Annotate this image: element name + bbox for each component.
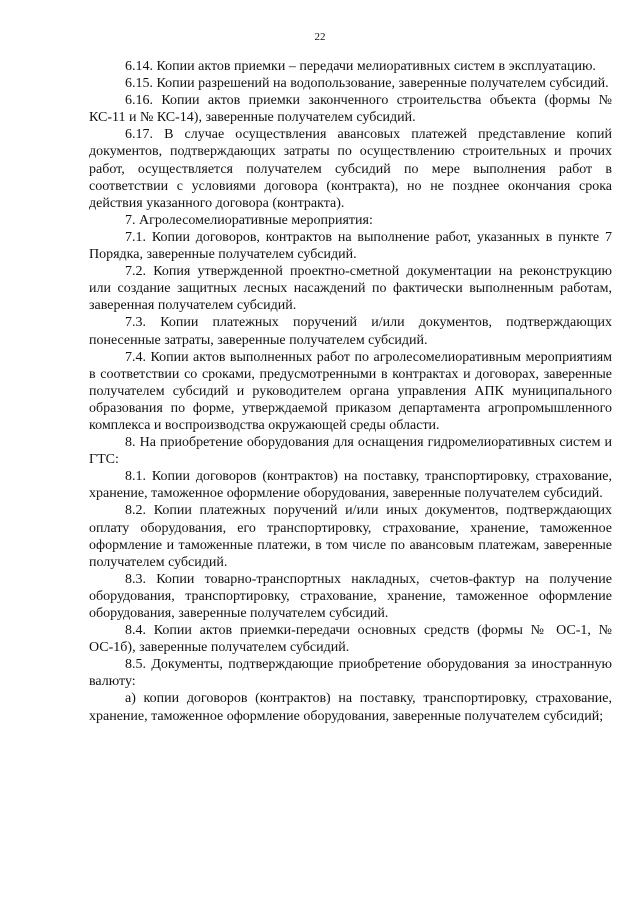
paragraph-7-4: 7.4. Копии актов выполненных работ по агролесомелиоративным мероприятиям в соответствии со сроками, предусмотренными в контрактах и договорах, заверенные получателем субсидий и руководителем органа управления АПК муниципального образования по форме, утверждаемой приказом департамента агропромышленного комплекса и воспроизводства окружающей среды области. (89, 349, 612, 433)
paragraph-8-3: 8.3. Копии товарно-транспортных накладных, счетов-фактур на получение оборудования, транспортировку, страхование, хранение, таможенное оформление оборудования, заверенные получателем субсидий. (89, 571, 612, 621)
paragraph-6-16: 6.16. Копии актов приемки законченного строительства объекта (формы № КС-11 и № КС-14), заверенные получателем субсидий. (89, 93, 612, 126)
paragraph-8-2: 8.2. Копии платежных поручений и/или иных документов, подтверждающих оплату оборудования, его транспортировку, страхование, хранение, таможенное оформление и таможенные платежи, в том числе по авансовым платежам, заверенные получателем субсидий. (89, 503, 612, 570)
paragraph-7-3: 7.3. Копии платежных поручений и/или документов, подтверждающих понесенные затраты, заверенные получателем субсидий. (89, 315, 612, 348)
paragraph-8-5: 8.5. Документы, подтверждающие приобретение оборудования за иностранную валюту: (89, 657, 612, 690)
paragraph-8-1: 8.1. Копии договоров (контрактов) на поставку, транспортировку, страхование, хранение, таможенное оформление оборудования, заверенные получателем субсидий. (89, 469, 612, 502)
paragraph-6-17: 6.17. В случае осуществления авансовых платежей представление копий документов, подтверждающих затраты по осуществлению строительных и прочих работ, осуществляется получателем субсидий по мере выполнения работ в соответствии с условиями договора (контракта), но не позднее окончания срока действия указанного договора (контракта). (89, 127, 612, 211)
paragraph-7: 7. Агролесомелиоративные мероприятия: (125, 212, 373, 228)
paragraph-8: 8. На приобретение оборудования для оснащения гидромелиоративных систем и ГТС: (89, 435, 612, 468)
paragraph-7-2: 7.2. Копия утвержденной проектно-сметной документации на реконструкцию или создание защитных лесных насаждений по фактически выполненным работам, заверенная получателем субсидий. (89, 264, 612, 314)
page-number: 22 (314, 31, 326, 43)
document-body (89, 58, 612, 725)
paragraph-8-5-a: а) копии договоров (контрактов) на поставку, транспортировку, страхование, хранение, таможенное оформление оборудования, заверенные получателем субсидий; (89, 691, 612, 724)
paragraph-6-15: 6.15. Копии разрешений на водопользование, заверенные получателем субсидий. (125, 76, 609, 92)
paragraph-8-4: 8.4. Копии актов приемки-передачи основных средств (формы № ОС-1, № ОС-1б), заверенные получателем субсидий. (89, 623, 612, 656)
paragraph-6-14: 6.14. Копии актов приемки – передачи мелиоративных систем в эксплуатацию. (125, 59, 596, 74)
paragraph-7-1: 7.1. Копии договоров, контрактов на выполнение работ, указанных в пункте 7 Порядка, заверенные получателем субсидий. (89, 229, 612, 263)
